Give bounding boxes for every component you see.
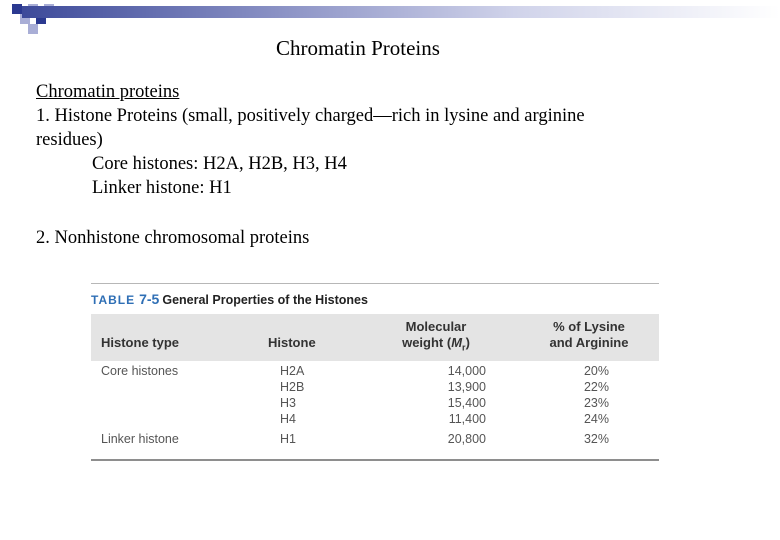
header-mw-italic: M (451, 335, 463, 350)
header-mw-prefix: weight ( (402, 335, 452, 350)
table-row-2-mw: 15,400 (447, 396, 486, 410)
table-bottom-rule (91, 459, 659, 461)
linker-histone-line: Linker histone: H1 (92, 178, 232, 198)
slide-body (36, 80, 736, 250)
title-banner (0, 0, 780, 40)
table-caption-label: TABLE (91, 293, 136, 307)
table-row-4-mw: 20,800 (447, 432, 486, 446)
header-mw-sub: r (462, 342, 466, 353)
table-row-3-pct: 24% (583, 412, 609, 426)
title-gradient-bar (22, 6, 780, 18)
core-histones-line: Core histones: H2A, H2B, H3, H4 (92, 154, 347, 174)
table-top-rule (91, 283, 659, 284)
header-mw-line1: Molecular (405, 319, 467, 334)
header-histone-type: Histone type (101, 335, 180, 350)
header-pct-line2: and Arginine (549, 335, 629, 350)
section-heading: Chromatin proteins (36, 82, 180, 102)
table-row-4-type: Linker histone (101, 432, 179, 446)
header-lysine-arginine (539, 319, 639, 351)
table-row-2-histone: H3 (280, 396, 296, 410)
table-row-1-histone: H2B (280, 380, 305, 394)
spacer (36, 200, 736, 226)
header-pct-line1: % of Lysine (553, 319, 625, 334)
table-row-0-mw: 14,000 (447, 364, 486, 378)
list-item-histones-continued: residues) (36, 130, 103, 150)
slide-title: Chromatin Proteins (276, 36, 440, 60)
table-row-3-mw: 11,400 (448, 412, 486, 426)
table-caption-title: General Properties of the Histones (162, 293, 368, 307)
table-row-0-type: Core histones (101, 364, 179, 378)
header-histone: Histone (268, 335, 316, 350)
table-row-3-histone: H4 (280, 412, 296, 426)
table-row-1-pct: 22% (583, 380, 609, 394)
table-row-0-histone: H2A (280, 364, 305, 378)
header-molecular-weight (386, 319, 486, 356)
table-caption (91, 291, 368, 307)
table-row-4-histone: H1 (280, 432, 296, 446)
table-row-1-mw: 13,900 (447, 380, 486, 394)
header-mw-suffix: ) (465, 335, 470, 350)
list-item-histones: 1. Histone Proteins (small, positively charged—rich in lysine and arginine (36, 106, 585, 126)
table-caption-number: 7-5 (139, 291, 160, 307)
table-row-4-pct: 32% (583, 432, 609, 446)
header-mw-line2 (386, 335, 486, 356)
histone-properties-table (91, 283, 661, 465)
table-row-2-pct: 23% (583, 396, 609, 410)
list-item-nonhistone: 2. Nonhistone chromosomal proteins (36, 228, 310, 248)
table-row-0-pct: 20% (583, 364, 609, 378)
